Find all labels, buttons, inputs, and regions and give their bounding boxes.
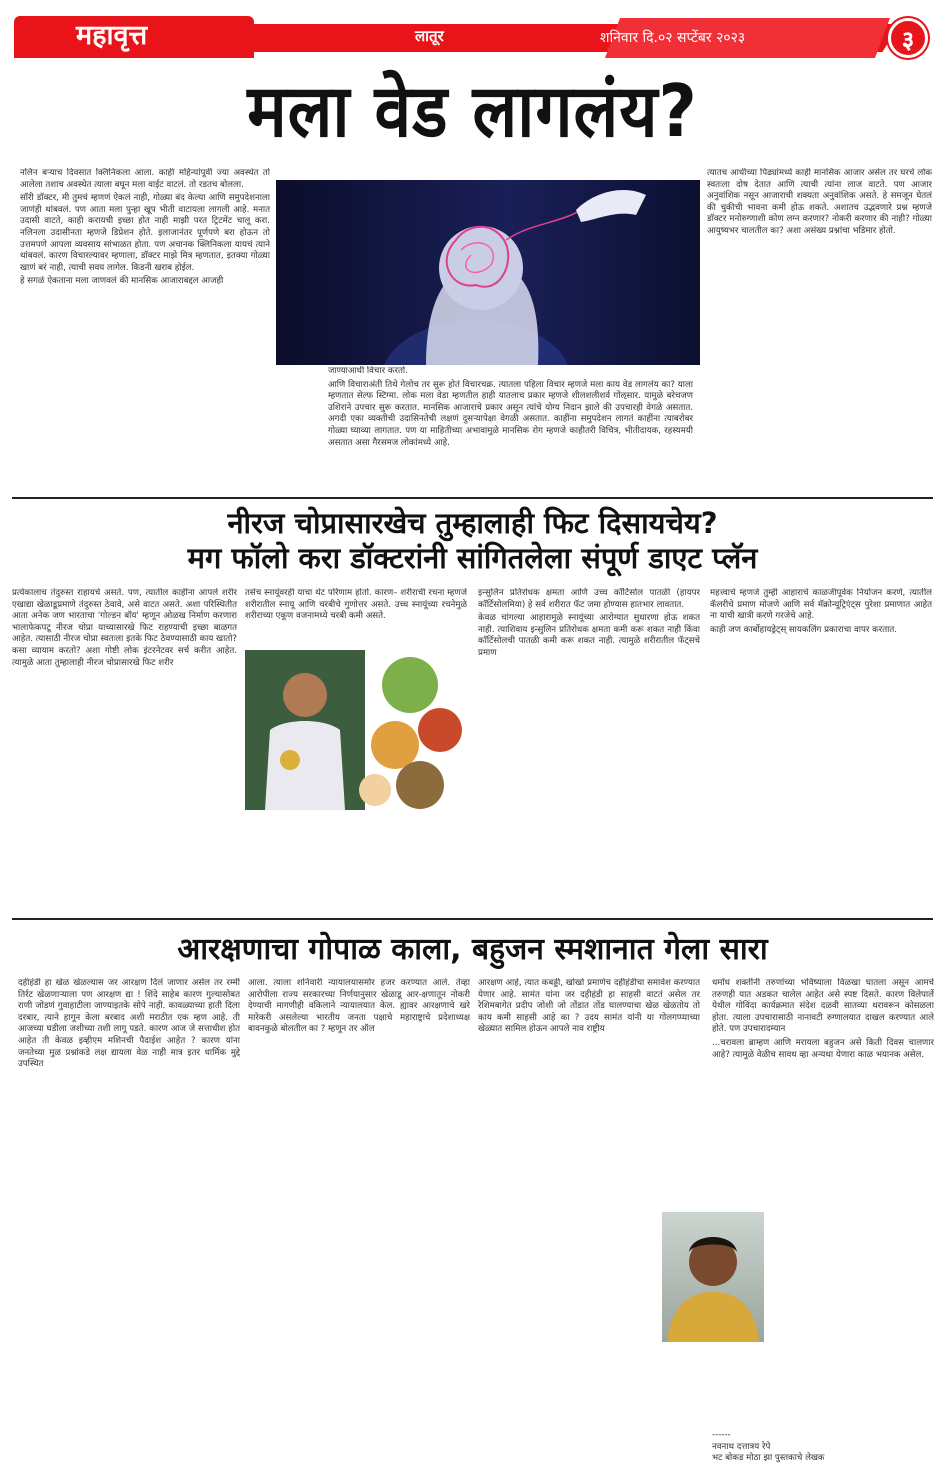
paragraph: आला. त्याला शनिवारी न्यायालयासमोर हजर करण्यात आले. तेव्हा आरोपीला राज्य सरकारच्या निर्णयानुसार खेळाडू आर-क्षणातून नोकरी देण्याची मागणीही वकिलाने न्यायालयात केल. ह्यावर आरक्षणाचे खरे मारेकरी असलेल्या भारतीय जनता पक्षाचे महाराष्ट्राचे प्रदेशाध्यक्ष बावनकुळे बोलतील का ? म्हणून तर ऑल — [248, 978, 470, 1035]
issue-date: शनिवार दि.०२ सप्टेंबर २०२३ — [600, 30, 746, 46]
article1-column-3 — [707, 168, 932, 493]
article1-headline: मला वेड लागलंय? — [247, 69, 698, 154]
paragraph: काही जण कार्बोहायड्रेट्स् सायकलिंग प्रकाराचा वापर करतात. — [710, 624, 897, 635]
paragraph: धर्मांध शक्तींनी तरुणांच्या भविष्याला विळखा घातला असून आमचे तरुणही यात अडकत चालेल आहेत असे स्पष्ट दिसते. कारण विलेपार्ले येथील गोविंदा कार्यक्रमात संदेश दळवी सातव्या थरावरून कोसळला होता. त्याला उपचारासाठी नानावटी रुग्णालयात दाखल करण्यात आले होते. पण उपचारादम्यान — [712, 978, 934, 1035]
article3-column-2 — [248, 978, 470, 1478]
article3-column-1 — [18, 978, 240, 1478]
article1-illustration — [276, 180, 700, 365]
paragraph: इन्सुलिन प्रतिरोधक क्षमता आणि उच्च कॉर्टिसोल पातळी (हायपर कॉर्टिसोलमिया) हे सर्व शरीरात फॅट जमा होण्यास हातभार लावतात. — [478, 588, 700, 610]
paragraph: दहीहंडी हा खेळ खेळल्यास जर आरक्षण दिलं जाणार असेल तर रम्मी तिर्रट खेळणार्‍याला पण आरक्षण द्या ! शिंदे साहेब कारण गुल्यासोबत राणी जोडणं गुवाहाटीला जाण्याइतके सोपे नाही. कावळ्याच्या हाती दिला दरबार, त्याने हागून केला बरबाद अशी मराठीत एक म्हण आहे. ती आजच्या घडीला जशीच्या तशी लागू पडते. कारण आज जे सत्ताधीश होत आहेत ती केवळ इव्हीएम मशिनची पैदाईश आहेत ? कारण यांना जनतेच्या मुळ प्रश्नांकडे लक्ष द्यायला वेळ नाही मात्र इतर धार्मिक मुद्दे उपस्थित — [18, 978, 240, 1070]
paragraph: त्यातच आधीच्या पिढ्यांमध्ये काही मानसिक आजार असेल तर घरचे लोक स्वतःला दोष देतात आणि त्याची त्यांना लाज वाटते. पण आजार अनुवांशिक नसून आजाराची शक्यता अनुवांशिक असते. हे समजून घेतलं की चुकीची भावना कमी होऊ शकते. अशातच उद्भवणारे प्रश्न म्हणजे डॉक्टर मनोरुग्णाशी कोण लग्न करणार? नोकरी करणार की नाही? गोळ्या आयुष्यभर चालतील का? अशा असंख्य प्रश्नांचा भडिमार होतो. — [707, 168, 932, 236]
divider — [12, 497, 933, 499]
author-bio: भट बोकड मोठा झा पुस्तकाचे लेखक — [712, 1453, 825, 1464]
article2-headline-line1: नीरज चोप्रासारखेच तुम्हालाही फिट दिसायचेय? — [227, 506, 718, 540]
separator: ------ — [712, 1430, 731, 1440]
article2-column-3 — [478, 588, 700, 908]
article2-column-2 — [245, 588, 467, 648]
paragraph: सॉरी डॉक्टर, मी तुमचं म्हणणं ऐकलं नाही, गोळ्या बंद केल्या आणि समुपदेशनाला जाणंही थांबवलं. पण आता मला पुन्हा खूप भीती वाटायला लागली आहे. मनात उदासी वाटते, काही करायची इच्छा होत नाही माझी परत ट्रिटमेंट चालू करा. नलिनला उदासीनता म्हणजे डिप्रेशन होते. इलाजानंतर पूर्णपणे बरा होऊन तो उत्तमपणे आपला व्यवसाय सांभाळत होता. पण अचानक क्लिनिकला यायचं त्याने थांबवलं. कारण विचारल्यावर म्हणाला, डॉक्टर माझे मित्र म्हणतात, इतक्या गोळ्या खाणं बरं नाही, त्याची सवय लागेल. किडनी खराब होईल. — [20, 193, 270, 273]
article1-column-2 — [328, 366, 693, 494]
paragraph: नलिन बऱ्याच दिवसात क्लिनिकला आला. काही महिन्यांपूर्वी ज्या अवस्थेत तो आलेला तशाच अवस्थेत त्याला बघून मला वाईट वाटलं. तो रडतच बोलला. — [20, 168, 270, 190]
masthead — [0, 14, 945, 60]
edition-city: लातूर — [415, 27, 444, 45]
article2-photo-collage — [245, 650, 467, 810]
newspaper-logo: महावृत्त — [14, 16, 254, 58]
author-byline — [712, 1430, 934, 1480]
divider — [12, 918, 933, 920]
author-name: नवनाथ दत्तात्रय रेपे — [712, 1441, 771, 1452]
paragraph: हे सगळं ऐकताना मला जाणवलं की मानसिक आजाराबद्दल आजही — [20, 276, 224, 287]
paragraph: महत्त्वाचे म्हणजे तुम्ही आहाराचे काळजीपूर्वक नियोजन करणे, त्यातील कॅलरीचे प्रमाण मोजणे आणि सर्व मॅक्रोन्यूट्रिएंट्स पुरेशा प्रमाणात आहेत ना याची खात्री करणे गरजेचे आहे. — [710, 588, 932, 622]
article2-column-4 — [710, 588, 932, 908]
paragraph: ...चरावला ब्राम्हण आणि मरायला बहुजन असे किती दिवस चालणार आहे? त्यामुळे वेळीच सावध व्हा अन्यथा येणारा काळ भयानक असेल. — [712, 1037, 934, 1060]
article2-column-1 — [12, 588, 237, 908]
paragraph: आणि विचाराअंती तिथे गेलोच तर सुरू होतं विचारचक्र. त्यातला पहिला विचार म्हणजे मला काय वेड लागलंय का? याला म्हणतात सेल्फ स्टिग्मा. लोक मला वेडा म्हणतील हाही यातलाच प्रकार म्हणजे शीलशलीशर्व गोंऌसार. यामुळे बरेचजण उशिराने उपचार सुरू करतात. मानसिक आजाराचे प्रकार असून त्यांचे योग्य निदान झाले की उपचारही वेगळे असतात. अगदी एका व्यक्तीची उदासिनतेची लक्षणं दुसऱ्यापेक्षा वेगळी असतात. काहींना समुपदेशन लागतं काहींना त्याबरोबर गोळ्या घ्याव्या लागतात. पण या माहितीच्या अभावामुळे मानसिक रोग म्हणजे काहीतरी विचित्र, भीतीदायक, रहस्यमयी असतात असा गैरसमज लोकांमध्ये आहे. — [328, 379, 693, 448]
paragraph: आरक्षण आहे, त्यात कबड्डी, खोखो प्रमाणेच दहीहंडीचा समावेश करण्यात येणार आहे. सामंत यांना जर दहीहंडी हा साहसी वाटतं असेल तर रेशिमबागेत प्रदीप जोशी जो तोंडात तोंड घालण्याचा खेळ खेळतोय तो काय कमी साहसी आहे का ? उदय सामंत यांनी या गोलगप्प्याच्या खेळ्यात सामिल होऊन आपले नाव राष्ट्रीय — [478, 978, 700, 1035]
paragraph: जाण्याआधी विचार करतो. — [328, 366, 408, 376]
article3-headline: आरक्षणाचा गोपाळ काला, बहुजन स्मशानात गेला सारा — [177, 932, 768, 967]
article1-column-1 — [20, 168, 270, 493]
paragraph: केवळ चांगल्या आहारामुळे स्नायूंच्या आरोग्यात सुधारणा होऊ शकत नाही. त्याशिवाय इन्सुलिन प्रतिरोधक क्षमता कमी करू शकत नाही किंवा कॉर्टिसोलची पातळी कमी करू शकत नाही. त्यामुळे शरीरातील फॅट्सचे प्रमाण — [478, 613, 700, 658]
paragraph: प्रत्येकालाच तंदुरुस्त राहायचे असते. पण, त्यातील काहींना आपले शरीर एखाद्या खेळाडूप्रमाणे तंदुरुस्त ठेवावे, असे वाटत असते. अशा परिस्थितीत आता अनेक जण भारताचा 'गोल्डन बॉय' म्हणून ओळख निर्माण करणारा भालाफेकपटू नीरज चोप्रा याच्यासारखे फिट राहण्याची इच्छा बाळगत आहेत. त्यासाठी नीरज चोप्रा स्वतःला इतके फिट ठेवण्यासाठी काय खातो? कसा व्यायाम करतो? अशा गोष्टी लोक इंटरनेटवर सर्च करीत आहेत. त्यामुळे आता तुम्हालाही नीरज चोप्रासारखे फिट शरीर — [12, 588, 237, 668]
article3-column-4 — [712, 978, 934, 1378]
article2-headline-line2: मग फॉलो करा डॉक्टरांनी सांगितलेला संपूर्ण डाएट प्लॅन — [187, 541, 758, 575]
article3-column-3 — [478, 978, 700, 1208]
paragraph: तसेच स्नायूंवरही याचा थेट परिणाम होतो. कारण– शरीराची रचना म्हणजे शरीरातील स्नायू आणि चरबीचे गुणोत्तर असते. उच्च स्नायूंच्या रचनेमुळे शरीराच्या एकूण वजनामध्ये चरबी कमी असते. — [245, 588, 467, 622]
page-number: ३ — [888, 18, 928, 58]
